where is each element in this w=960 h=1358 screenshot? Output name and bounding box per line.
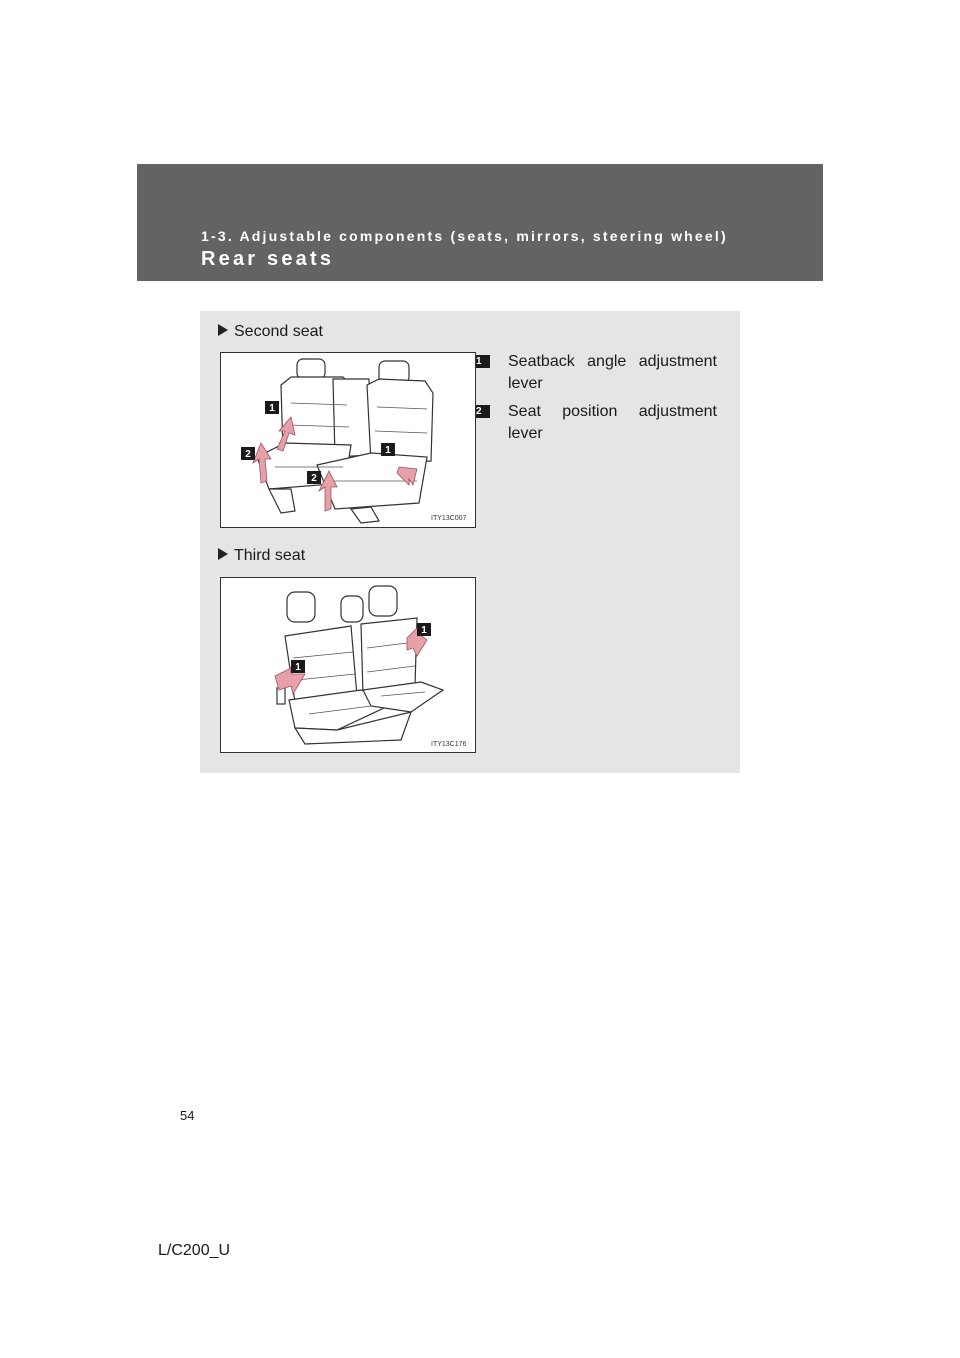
third-seat-illustration	[221, 578, 475, 752]
callout-label: 1	[295, 662, 301, 673]
third-seat-heading	[218, 547, 305, 565]
headrest-middle	[341, 596, 363, 622]
lever-left	[277, 688, 285, 704]
content-panel	[200, 311, 740, 773]
headrest-right	[369, 586, 397, 616]
second-seat-figure	[220, 352, 476, 528]
headrest-left	[287, 592, 315, 622]
second-seat-illustration	[221, 353, 475, 527]
legend-text: Seatback angle adjustment lever	[508, 353, 717, 392]
headrest-left	[297, 359, 325, 379]
callout-label: 1	[421, 625, 427, 636]
legend	[476, 351, 717, 451]
figure-code: ITY13C176	[431, 741, 467, 748]
second-seat-heading	[218, 323, 323, 341]
callout-label: 2	[311, 473, 317, 484]
legend-badge: 2	[476, 405, 490, 418]
section-title: 1-3. Adjustable components (seats, mirrors, steering wheel)	[201, 228, 728, 244]
legend-item	[476, 351, 717, 395]
seatback-right	[361, 618, 417, 694]
legend-text: Seat position adjustment lever	[508, 403, 717, 442]
page-number: 54	[180, 1108, 195, 1123]
model-code: L/C200_U	[158, 1242, 231, 1259]
seat-leg-left	[269, 489, 295, 513]
legend-badge: 1	[476, 355, 490, 368]
seat-leg-right	[351, 507, 379, 523]
third-seat-figure	[220, 577, 476, 753]
legend-item	[476, 401, 717, 445]
triangle-bullet-icon	[218, 548, 228, 560]
second-seat-label: Second seat	[234, 323, 323, 340]
figure-code: ITY13C007	[431, 515, 467, 522]
chapter-header	[137, 164, 823, 281]
triangle-bullet-icon	[218, 324, 228, 336]
third-seat-label: Third seat	[234, 547, 306, 564]
callout-label: 1	[269, 403, 275, 414]
callout-label: 1	[385, 445, 391, 456]
seatback-right	[367, 379, 433, 463]
page-title: Rear seats	[201, 248, 335, 270]
callout-label: 2	[245, 449, 251, 460]
